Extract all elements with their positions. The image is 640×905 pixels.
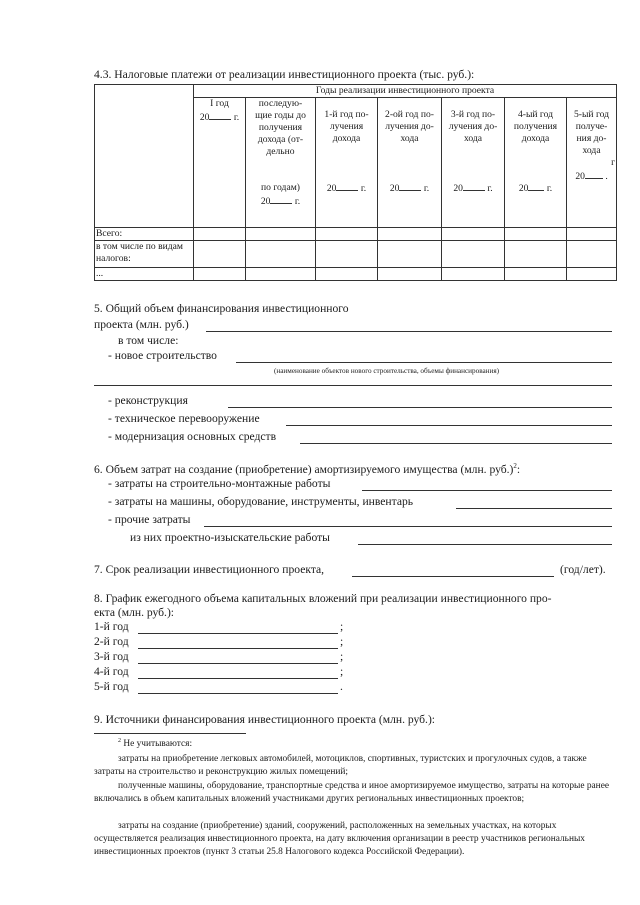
row-ellipsis-label: ... — [95, 268, 194, 281]
survey-works-line[interactable] — [358, 544, 612, 545]
col-year1-header: I год 20 г. — [194, 98, 246, 228]
modernization-label: - модернизация основных средств — [108, 430, 277, 443]
year-4-end: ; — [340, 665, 344, 678]
duration-line[interactable] — [352, 576, 554, 577]
year-1-line[interactable] — [138, 633, 338, 634]
re-equipment-line[interactable] — [286, 425, 612, 426]
year-4-line[interactable] — [138, 678, 338, 679]
col-income-year4-header: 4-ый год получения дохода 20 г. — [505, 98, 567, 228]
section-5-title-line2: проекта (млн. руб.) — [94, 318, 189, 331]
year-5-label: 5-й год — [94, 680, 129, 693]
footnote-heading: $^2$ Не учитываются: — [118, 738, 193, 750]
section-8-title: 8. График ежегодного объема капитальных вложений при реализации инвестиционного про- — [94, 592, 552, 605]
smr-label: - затраты на строительно-монтажные работы — [108, 477, 331, 490]
col-income-year2-header: 2-ой год по- лучения до- хода 20 г. — [378, 98, 442, 228]
total-financing-line[interactable] — [206, 331, 612, 332]
col-income-year1-header: 1-й год по- лучения дохода 20 г. — [316, 98, 378, 228]
new-construction-note: (наименование объектов нового строительства, объемы финансирования) — [274, 367, 500, 375]
including-label: в том числе: — [118, 334, 179, 347]
section-8-title-line2: екта (млн. руб.): — [94, 606, 175, 619]
footnote-separator — [94, 733, 246, 734]
col-income-year3-header: 3-й год по- лучения до- хода 20 г. — [442, 98, 505, 228]
smr-line[interactable] — [362, 490, 612, 491]
new-construction-label: - новое строительство — [108, 349, 217, 362]
year-5-end: . — [340, 680, 343, 693]
year-5-line[interactable] — [138, 693, 338, 694]
machinery-label: - затраты на машины, оборудование, инструменты, инвентарь — [108, 495, 414, 508]
row-by-tax-label: в том числе по видам налогов: — [95, 241, 194, 268]
re-equipment-label: - техническое перевооружение — [108, 412, 260, 425]
group-header-cell: Годы реализации инвестиционного проекта — [194, 85, 617, 98]
section-9-title: 9. Источники финансирования инвестиционного проекта (млн. руб.): — [94, 713, 436, 726]
year-2-line[interactable] — [138, 648, 338, 649]
reconstruction-label: - реконструкция — [108, 394, 188, 407]
year-1-label: 1-й год — [94, 620, 129, 633]
section-6-title: 6. Объем затрат на создание (приобретение) амортизируемого имущества (млн. руб.)$^2$: — [94, 462, 521, 476]
section-4-3-title: 4.3. Налоговые платежи от реализации инвестиционного проекта (тыс. руб.): — [94, 68, 475, 81]
section-5-title: 5. Общий объем финансирования инвестиционного — [94, 302, 349, 315]
table-corner-cell — [95, 85, 194, 228]
year-3-label: 3-й год — [94, 650, 129, 663]
new-construction-line[interactable] — [236, 362, 612, 363]
machinery-line[interactable] — [456, 508, 612, 509]
year-1-end: ; — [340, 620, 344, 633]
tax-payments-table — [94, 84, 617, 281]
footnote-paragraph-2: полученные машины, оборудование, транспортные средства и иное амортизируемое имущество, затраты на которые ранее включались в объем капитальных вложений участниками других региональных инвестиционных проектов; — [94, 781, 610, 804]
year-2-label: 2-й год — [94, 635, 129, 648]
other-costs-line[interactable] — [204, 526, 612, 527]
year-3-end: ; — [340, 650, 344, 663]
row-total-label: Всего: — [95, 228, 194, 241]
footnote-paragraph-3: затраты на создание (приобретение) зданий, сооружений, расположенных на земельных участках, на которых осуществляется реализация инвестиционного проекта, на дату включения организации в реестр участников региональных инвестиционных проектов (пункт 3 статьи 25.8 Налогового кодекса Российской Федерации). — [94, 821, 585, 857]
col-income-year5-header: 5-ый год получе- ния до- хода г 20 . — [567, 98, 617, 228]
section-7-title: 7. Срок реализации инвестиционного проекта, — [94, 563, 325, 576]
duration-unit: (год/лет). — [560, 563, 606, 576]
year-3-line[interactable] — [138, 663, 338, 664]
reconstruction-line[interactable] — [228, 407, 612, 408]
modernization-line[interactable] — [300, 443, 612, 444]
other-costs-label: - прочие затраты — [108, 513, 191, 526]
col-next-years-header: последую- щие годы до получения дохода (от- дельно по годам) 20 г. — [246, 98, 316, 228]
footnote-paragraph-1: затраты на приобретение легковых автомобилей, мотоциклов, спортивных, туристских и прогулочных судов, а также затраты на строительство и реконструкцию жилых помещений; — [94, 754, 587, 777]
new-construction-line2[interactable] — [94, 385, 612, 386]
year-2-end: ; — [340, 635, 344, 648]
year-4-label: 4-й год — [94, 665, 129, 678]
survey-works-label: из них проектно-изыскательские работы — [130, 531, 330, 544]
